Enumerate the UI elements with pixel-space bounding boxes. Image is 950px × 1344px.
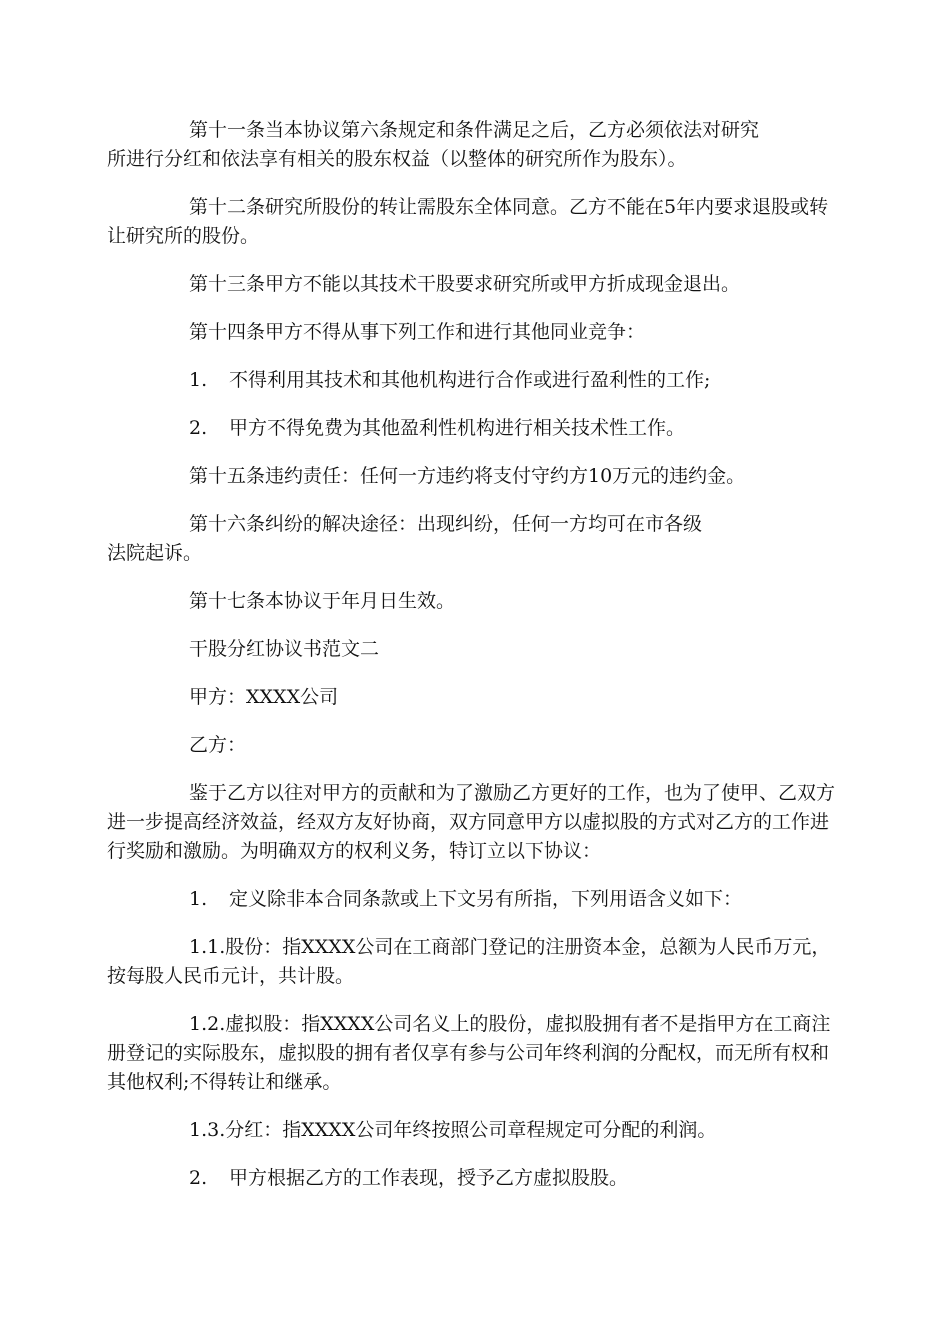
list-number: 1. bbox=[189, 888, 208, 910]
party-b: 乙方： bbox=[189, 734, 247, 756]
list-item bbox=[107, 1164, 847, 1193]
paragraph-def-1-2: 1.2.虚拟股：指XXXX公司名义上的股份，虚拟股拥有者不是指甲方在工商注册登记的实际股东，虚拟股的拥有者仅享有参与公司年终利润的分配权，而无所有权和其他权利;不得转让和继承。 bbox=[107, 1013, 831, 1093]
paragraph-article-17: 第十七条本协议于年月日生效。 bbox=[189, 590, 456, 612]
paragraph-article-16: 第十六条纠纷的解决途径：出现纠纷，任何一方均可在市各级法院起诉。 bbox=[107, 513, 703, 564]
paragraph-def-1-3: 1.3.分红：指XXXX公司年终按照公司章程规定可分配的利润。 bbox=[189, 1119, 717, 1141]
list-text: 不得利用其技术和其他机构进行合作或进行盈利性的工作; bbox=[229, 369, 711, 391]
paragraph-article-15: 第十五条违约责任：任何一方违约将支付守约方10万元的违约金。 bbox=[189, 465, 746, 487]
document-body bbox=[107, 116, 847, 1212]
list-number: 1. bbox=[189, 369, 208, 391]
list-text: 甲方不得免费为其他盈利性机构进行相关技术性工作。 bbox=[229, 417, 686, 439]
list-text: 甲方根据乙方的工作表现，授予乙方虚拟股股。 bbox=[229, 1167, 629, 1189]
party-a: 甲方：XXXX公司 bbox=[189, 686, 339, 708]
paragraph-article-13: 第十三条甲方不能以其技术干股要求研究所或甲方折成现金退出。 bbox=[189, 273, 741, 295]
paragraph-def-1-1: 1.1.股份：指XXXX公司在工商部门登记的注册资本金，总额为人民币万元，按每股人民币元计，共计股。 bbox=[107, 936, 831, 987]
list-item bbox=[107, 885, 847, 914]
list-item bbox=[107, 414, 847, 443]
paragraph-preamble: 鉴于乙方以往对甲方的贡献和为了激励乙方更好的工作，也为了使甲、乙双方进一步提高经济效益，经双方友好协商，双方同意甲方以虚拟股的方式对乙方的工作进行奖励和激励。为明确双方的权利义务，特订立以下协议： bbox=[107, 782, 836, 862]
list-number: 2. bbox=[189, 1167, 208, 1189]
list-number: 2. bbox=[189, 417, 208, 439]
section-title: 干股分红协议书范文二 bbox=[189, 638, 380, 660]
paragraph-article-14: 第十四条甲方不得从事下列工作和进行其他同业竞争： bbox=[189, 321, 646, 343]
list-text: 定义除非本合同条款或上下文另有所指，下列用语含义如下： bbox=[229, 888, 743, 910]
paragraph-article-12: 第十二条研究所股份的转让需股东全体同意。乙方不能在5年内要求退股或转让研究所的股份。 bbox=[107, 196, 829, 247]
paragraph-article-11: 第十一条当本协议第六条规定和条件满足之后，乙方必须依法对研究所进行分红和依法享有相关的股东权益（以整体的研究所作为股东）。 bbox=[107, 119, 760, 170]
list-item bbox=[107, 366, 847, 395]
